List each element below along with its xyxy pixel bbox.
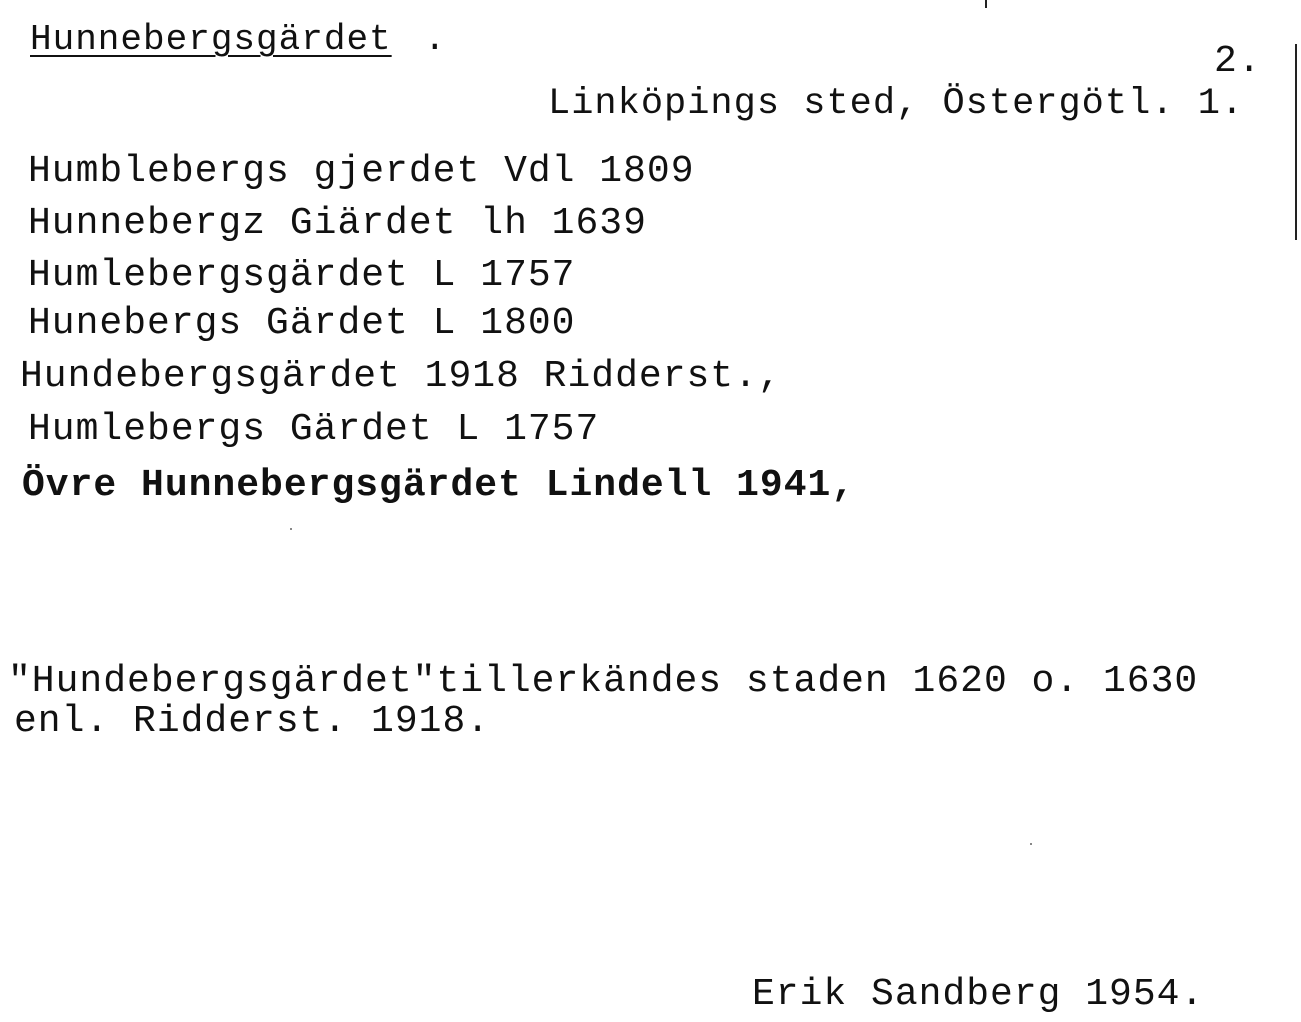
paper-speck xyxy=(1030,843,1032,845)
name-form-line: Humblebergs gjerdet Vdl 1809 xyxy=(28,150,695,193)
location-line: Linköpings sted, Östergötl. 1. xyxy=(548,83,1245,125)
note-line: enl. Ridderst. 1918. xyxy=(14,700,491,743)
signature-line: Erik Sandberg 1954. xyxy=(752,973,1205,1016)
name-form-line-bold: Övre Hunnebergsgärdet Lindell 1941, xyxy=(22,464,856,507)
name-form-line: Humlebergs Gärdet L 1757 xyxy=(28,408,600,451)
right-edge-mark xyxy=(1295,44,1297,240)
card-title-suffix: . xyxy=(424,19,446,60)
name-form-line: Hunebergs Gärdet L 1800 xyxy=(28,302,576,345)
name-form-line: Hunnebergz Giärdet lh 1639 xyxy=(28,202,647,245)
paper-speck xyxy=(290,528,292,530)
note-line: "Hundebergsgärdet"tillerkändes staden 1620 o. 1630 xyxy=(8,660,1199,703)
name-form-line: Hundebergsgärdet 1918 Ridderst., xyxy=(20,355,782,398)
card-title: Hunnebergsgärdet xyxy=(30,19,392,60)
card-number: 2. xyxy=(1214,40,1262,83)
top-edge-mark xyxy=(985,0,987,8)
name-form-line: Humlebergsgärdet L 1757 xyxy=(28,254,576,297)
